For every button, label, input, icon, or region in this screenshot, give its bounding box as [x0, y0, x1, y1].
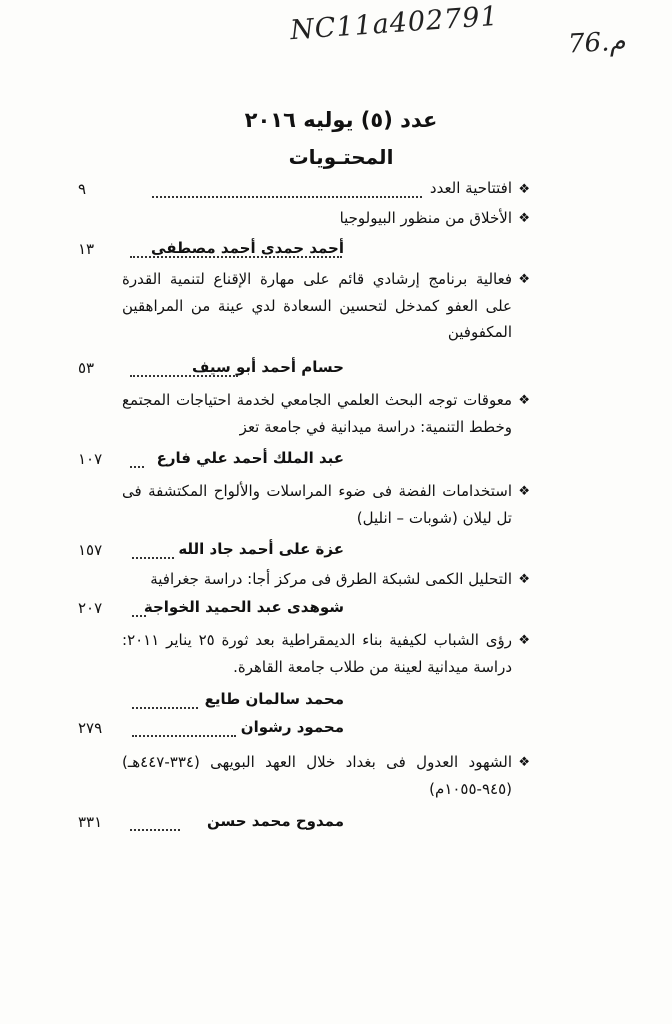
leader-dots	[132, 615, 146, 617]
bullet-icon: ❖	[518, 393, 530, 408]
bullet-icon: ❖	[518, 755, 530, 770]
leader-dots	[130, 375, 238, 377]
handwritten-code: NC11a402791	[289, 0, 500, 47]
entry-author: ممدوح محمد حسن	[207, 812, 344, 830]
entry-title: الأخلاق من منظور البيولوجيا	[339, 209, 512, 227]
page-number: ٢٠٧	[78, 599, 103, 617]
page-number: ١٠٧	[78, 450, 103, 468]
leader-dots	[132, 735, 236, 737]
entry-title: التحليل الكمى لشبكة الطرق فى مركز أجا: دراسة جغرافية	[150, 570, 512, 588]
page-number: ٥٣	[78, 359, 95, 377]
toc-title: المحتـويات	[288, 145, 394, 169]
issue-heading: عدد (٥) يوليه ٢٠١٦	[244, 108, 438, 132]
page-number: ٢٧٩	[78, 719, 103, 737]
leader-dots	[130, 466, 144, 468]
entry-title: فعالية برنامج إرشادي قائم على مهارة الإقناع لتنمية القدرة على العفو كمدخل لتحسين السعادة لدي عينة من المراهقين المكفوفين	[122, 270, 512, 341]
leader-dots	[132, 557, 174, 559]
entry-author: حسام أحمد أبو سيف	[192, 358, 344, 376]
entry-author: عزة على أحمد جاد الله	[178, 540, 344, 558]
bullet-icon: ❖	[518, 572, 530, 587]
entry-author: شوهدى عبد الحميد الخواجة	[143, 598, 344, 616]
leader-dots	[132, 707, 198, 709]
bullet-icon: ❖	[518, 211, 530, 226]
page-number: ١٥٧	[78, 541, 103, 559]
entry-title: افتتاحية العدد	[429, 179, 512, 197]
entry-title: رؤى الشباب لكيفية بناء الديمقراطية بعد ثورة ٢٥ يناير ٢٠١١: دراسة ميدانية لعينة من طلاب جامعة القاهرة.	[122, 631, 512, 676]
leader-dots	[130, 256, 342, 258]
page-number: ٣٣١	[78, 813, 103, 831]
handwritten-page-mark: 76.م	[567, 26, 627, 60]
bullet-icon: ❖	[518, 182, 530, 197]
bullet-icon: ❖	[518, 633, 530, 648]
entry-author: محمود رشوان	[240, 718, 344, 736]
entry-author: عبد الملك أحمد علي فارع	[156, 449, 344, 467]
bullet-icon: ❖	[518, 484, 530, 499]
entry-author: أحمد حمدى أحمد مصطفى	[151, 239, 344, 257]
bullet-icon: ❖	[518, 272, 530, 287]
entry-author: محمد سالمان طايع	[204, 690, 344, 708]
page-number: ٩	[78, 180, 87, 198]
entry-title: معوقات توجه البحث العلمي الجامعي لخدمة احتياجات المجتمع وخطط التنمية: دراسة ميدانية في جامعة تعز	[122, 391, 512, 436]
leader-dots	[130, 829, 180, 831]
leader-dots	[152, 196, 422, 198]
entry-title: استخدامات الفضة فى ضوء المراسلات والألواح المكتشفة فى تل ليلان (شوبات – انليل)	[122, 482, 512, 527]
entry-title: الشهود العدول فى بغداد خلال العهد البويهى (٣٣٤-٤٤٧هـ) (٩٤٥-١٠٥٥م)	[122, 753, 512, 798]
page-number: ١٣	[78, 240, 95, 258]
